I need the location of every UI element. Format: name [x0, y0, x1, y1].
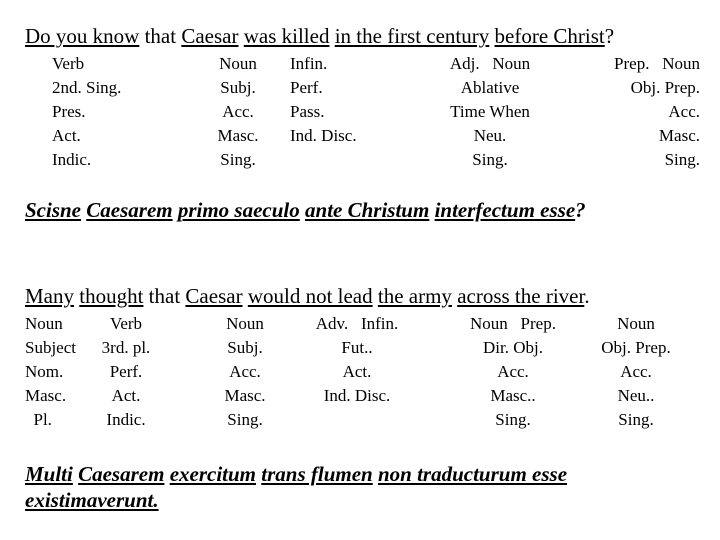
grammar-label: Pres. — [52, 102, 86, 121]
grammar-column — [212, 312, 278, 432]
grammar-label: Dir. Obj. — [483, 338, 543, 357]
underlined-phrase: Do you know — [25, 24, 140, 48]
underlined-phrase: Caesarem — [86, 198, 173, 222]
english-sentence-2 — [25, 284, 590, 309]
underlined-phrase: across the river — [457, 284, 585, 308]
grammar-column — [302, 312, 412, 408]
underlined-phrase: Multi — [25, 462, 73, 486]
sentence-text: ? — [604, 24, 615, 48]
grammar-column — [432, 52, 548, 172]
sentence-text: that — [139, 24, 182, 48]
grammar-label: 2nd. Sing. — [52, 78, 122, 97]
grammar-label: Sing. — [618, 410, 654, 429]
grammar-label: Prep. Noun — [614, 54, 700, 73]
grammar-column — [446, 312, 580, 432]
grammar-label: Acc. — [668, 102, 700, 121]
grammar-label: Obj. Prep. — [630, 78, 700, 97]
grammar-label: Masc.. — [490, 386, 536, 405]
underlined-phrase: Many — [25, 284, 74, 308]
grammar-label: Neu.. — [617, 386, 655, 405]
grammar-label: Ablative — [460, 78, 520, 97]
grammar-label: Masc. — [217, 126, 259, 145]
underlined-phrase: exercitum — [169, 462, 257, 486]
grammar-label: Indic. — [106, 410, 146, 429]
grammar-label: Masc. — [658, 126, 700, 145]
sentence-text: . — [584, 284, 590, 308]
underlined-phrase: existimaverunt. — [25, 488, 159, 512]
grammar-label: Sing. — [472, 150, 508, 169]
underlined-phrase: trans flumen — [261, 462, 373, 486]
underlined-phrase: in the first century — [334, 24, 490, 48]
latin-sentence-2-line-2 — [25, 488, 159, 513]
latin-sentence-2-line-1 — [25, 462, 567, 487]
grammar-label: Nom. — [25, 362, 64, 381]
grammar-label: Sing. — [220, 150, 256, 169]
underlined-phrase: thought — [79, 284, 144, 308]
grammar-label: Adv. Infin. — [315, 314, 399, 333]
grammar-label: Neu. — [473, 126, 507, 145]
grammar-label: Acc. — [222, 102, 254, 121]
grammar-column — [576, 52, 700, 172]
grammar-label: Acc. — [229, 362, 261, 381]
underlined-phrase: non traducturum esse — [377, 462, 568, 486]
grammar-label: Acc. — [497, 362, 529, 381]
underlined-phrase: Caesar — [181, 24, 239, 48]
grammar-label: Sing. — [664, 150, 700, 169]
underlined-phrase: Scisne — [25, 198, 82, 222]
grammar-label: Pl. — [25, 410, 52, 429]
grammar-label: Noun — [226, 314, 264, 333]
grammar-label: Noun Prep. — [470, 314, 556, 333]
latin-sentence-1 — [25, 198, 586, 223]
grammar-label: Noun — [219, 54, 257, 73]
grammar-label: Ind. Disc. — [323, 386, 391, 405]
grammar-label: Act. — [111, 386, 141, 405]
grammar-label: Perf. — [109, 362, 143, 381]
grammar-label: Sing. — [227, 410, 263, 429]
underlined-phrase: primo saeculo — [177, 198, 300, 222]
grammar-label: Infin. — [290, 54, 328, 73]
underlined-phrase: before Christ — [494, 24, 605, 48]
grammar-column — [592, 312, 680, 432]
grammar-label: Act. — [342, 362, 372, 381]
grammar-label: Subject — [25, 338, 76, 357]
grammar-label: Obj. Prep. — [601, 338, 671, 357]
grammar-label: Adj. Noun — [449, 54, 531, 73]
grammar-label: Perf. — [290, 78, 323, 97]
grammar-label: Acc. — [620, 362, 652, 381]
underlined-phrase: interfectum esse — [434, 198, 576, 222]
underlined-phrase: the army — [377, 284, 452, 308]
grammar-label: Ind. Disc. — [290, 126, 357, 145]
english-sentence-1 — [25, 24, 614, 49]
grammar-label: Act. — [52, 126, 81, 145]
underlined-phrase: Caesarem — [78, 462, 165, 486]
grammar-label: Pass. — [290, 102, 325, 121]
underlined-phrase: ante Christum — [305, 198, 430, 222]
grammar-label: Noun — [25, 314, 63, 333]
grammar-column — [25, 312, 76, 432]
grammar-label: Subj. — [220, 78, 256, 97]
grammar-label: Verb — [52, 54, 85, 73]
grammar-label: Masc. — [224, 386, 266, 405]
grammar-label: Masc. — [25, 386, 67, 405]
grammar-label: Time When — [450, 102, 530, 121]
grammar-label: Subj. — [227, 338, 263, 357]
underlined-phrase: was killed — [243, 24, 330, 48]
sentence-text: that — [143, 284, 186, 308]
underlined-phrase: would not lead — [247, 284, 373, 308]
grammar-label: Verb — [109, 314, 143, 333]
grammar-label: 3rd. pl. — [101, 338, 151, 357]
grammar-label: Indic. — [52, 150, 92, 169]
sentence-text: ? — [575, 198, 586, 222]
grammar-column — [96, 312, 156, 432]
grammar-column — [52, 52, 121, 172]
grammar-column — [208, 52, 268, 172]
grammar-column — [290, 52, 357, 148]
grammar-label: Sing. — [495, 410, 531, 429]
grammar-label: Fut.. — [341, 338, 373, 357]
grammar-label: Noun — [617, 314, 655, 333]
underlined-phrase: Caesar — [185, 284, 243, 308]
